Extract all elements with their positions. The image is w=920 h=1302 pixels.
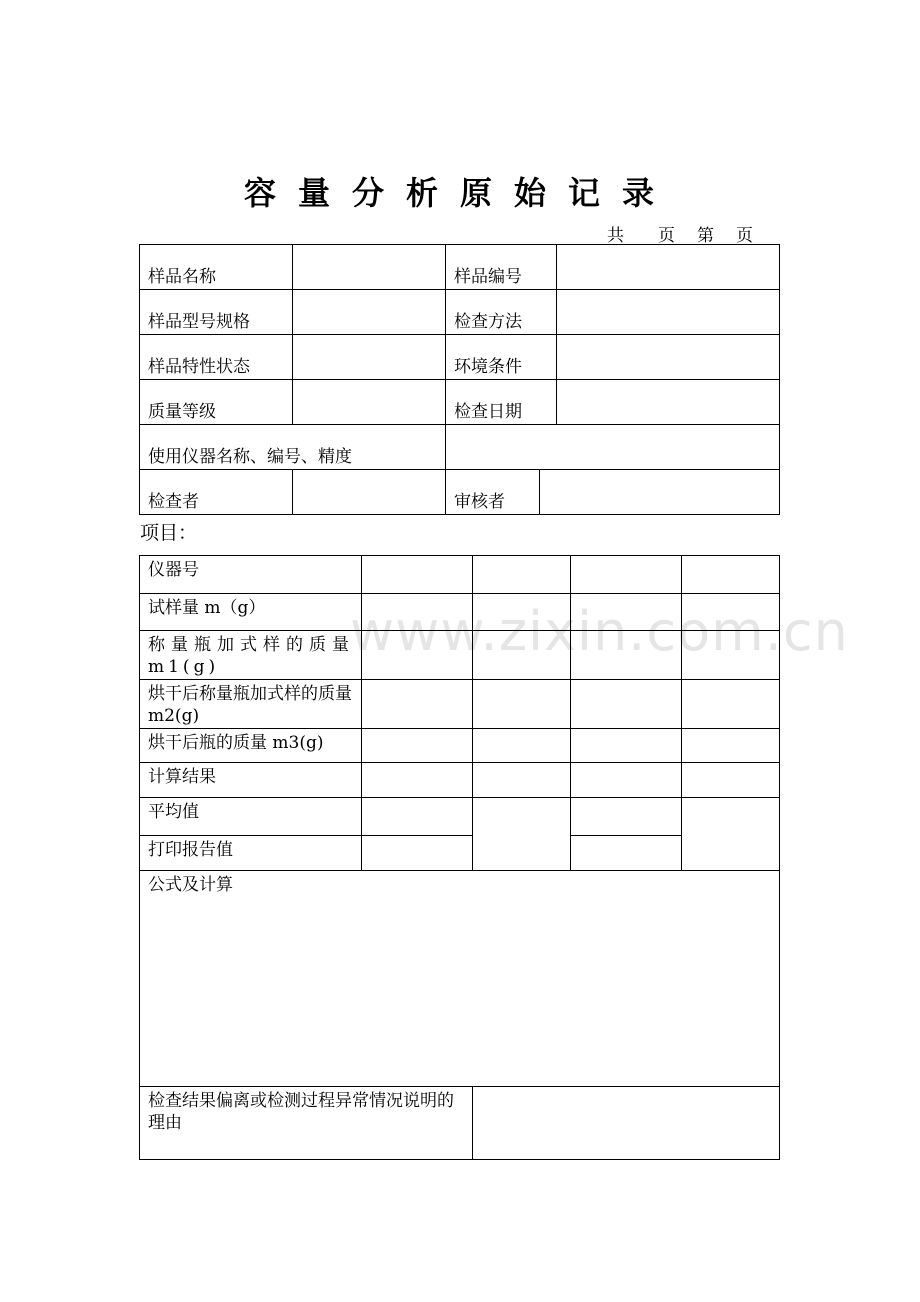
cell[interactable]: [571, 836, 682, 871]
instrument-field[interactable]: [446, 425, 780, 470]
dried-bottle-mass-label: 烘干后瓶的质量 m3(g): [140, 729, 362, 763]
sample-info-table: [139, 244, 780, 515]
measurement-table: [139, 555, 780, 1160]
instrument-label: 使用仪器名称、编号、精度: [140, 425, 446, 470]
bottle-sample-mass-label: 称量瓶加式样的质量 m1(g): [140, 631, 362, 680]
inspection-date-field[interactable]: [557, 380, 780, 425]
cell[interactable]: [362, 594, 473, 631]
average-label: 平均值: [140, 798, 362, 836]
dried-bottle-sample-mass-label: 烘干后称量瓶加式样的质量 m2(g): [140, 680, 362, 729]
sample-number-label: 样品编号: [446, 245, 557, 290]
inspector-field[interactable]: [293, 470, 446, 515]
inspection-method-field[interactable]: [557, 290, 780, 335]
merged-cell[interactable]: [473, 798, 571, 871]
cell[interactable]: [571, 594, 682, 631]
inspection-date-label: 检查日期: [446, 380, 557, 425]
cell[interactable]: [682, 631, 780, 680]
cell[interactable]: [682, 763, 780, 798]
cell[interactable]: [571, 680, 682, 729]
cell[interactable]: [362, 680, 473, 729]
sample-mass-label: 试样量 m（g）: [140, 594, 362, 631]
cell[interactable]: [571, 631, 682, 680]
watermark: www.zixin.com.cn: [350, 600, 849, 663]
cell[interactable]: [571, 798, 682, 836]
cell[interactable]: [682, 729, 780, 763]
page-unit-label: 页: [658, 226, 675, 246]
quality-grade-field[interactable]: [293, 380, 446, 425]
cell[interactable]: [473, 763, 571, 798]
cell[interactable]: [362, 556, 473, 594]
cell[interactable]: [362, 631, 473, 680]
cell[interactable]: [473, 556, 571, 594]
environment-label: 环境条件: [446, 335, 557, 380]
quality-grade-label: 质量等级: [140, 380, 293, 425]
report-value-label: 打印报告值: [140, 836, 362, 871]
page-title: 容量分析原始记录: [243, 174, 676, 212]
cell[interactable]: [473, 680, 571, 729]
deviation-note-label: 检查结果偏离或检测过程异常情况说明的理由: [140, 1087, 473, 1160]
merged-cell[interactable]: [682, 798, 780, 871]
cell[interactable]: [571, 729, 682, 763]
page-unit-label-2: 页: [736, 226, 753, 246]
page-current-label: 第: [697, 226, 714, 246]
project-label: 项目：: [140, 522, 198, 544]
reviewer-label: 审核者: [446, 470, 540, 515]
cell[interactable]: [682, 594, 780, 631]
sample-model-label: 样品型号规格: [140, 290, 293, 335]
deviation-note-field[interactable]: [473, 1087, 780, 1160]
cell[interactable]: [682, 680, 780, 729]
reviewer-field[interactable]: [540, 470, 780, 515]
cell[interactable]: [362, 836, 473, 871]
inspection-method-label: 检查方法: [446, 290, 557, 335]
cell[interactable]: [362, 798, 473, 836]
sample-state-field[interactable]: [293, 335, 446, 380]
sample-name-field[interactable]: [293, 245, 446, 290]
instrument-no-label: 仪器号: [140, 556, 362, 594]
page-total-label: 共: [607, 226, 624, 246]
cell[interactable]: [473, 729, 571, 763]
sample-state-label: 样品特性状态: [140, 335, 293, 380]
cell[interactable]: [473, 631, 571, 680]
sample-number-field[interactable]: [557, 245, 780, 290]
page-counter: [607, 221, 753, 246]
result-label: 计算结果: [140, 763, 362, 798]
cell[interactable]: [362, 729, 473, 763]
cell[interactable]: [571, 556, 682, 594]
inspector-label: 检查者: [140, 470, 293, 515]
cell[interactable]: [362, 763, 473, 798]
environment-field[interactable]: [557, 335, 780, 380]
formula-area[interactable]: 公式及计算: [140, 871, 780, 1087]
cell[interactable]: [571, 763, 682, 798]
cell[interactable]: [473, 594, 571, 631]
cell[interactable]: [682, 556, 780, 594]
sample-model-field[interactable]: [293, 290, 446, 335]
sample-name-label: 样品名称: [140, 245, 293, 290]
